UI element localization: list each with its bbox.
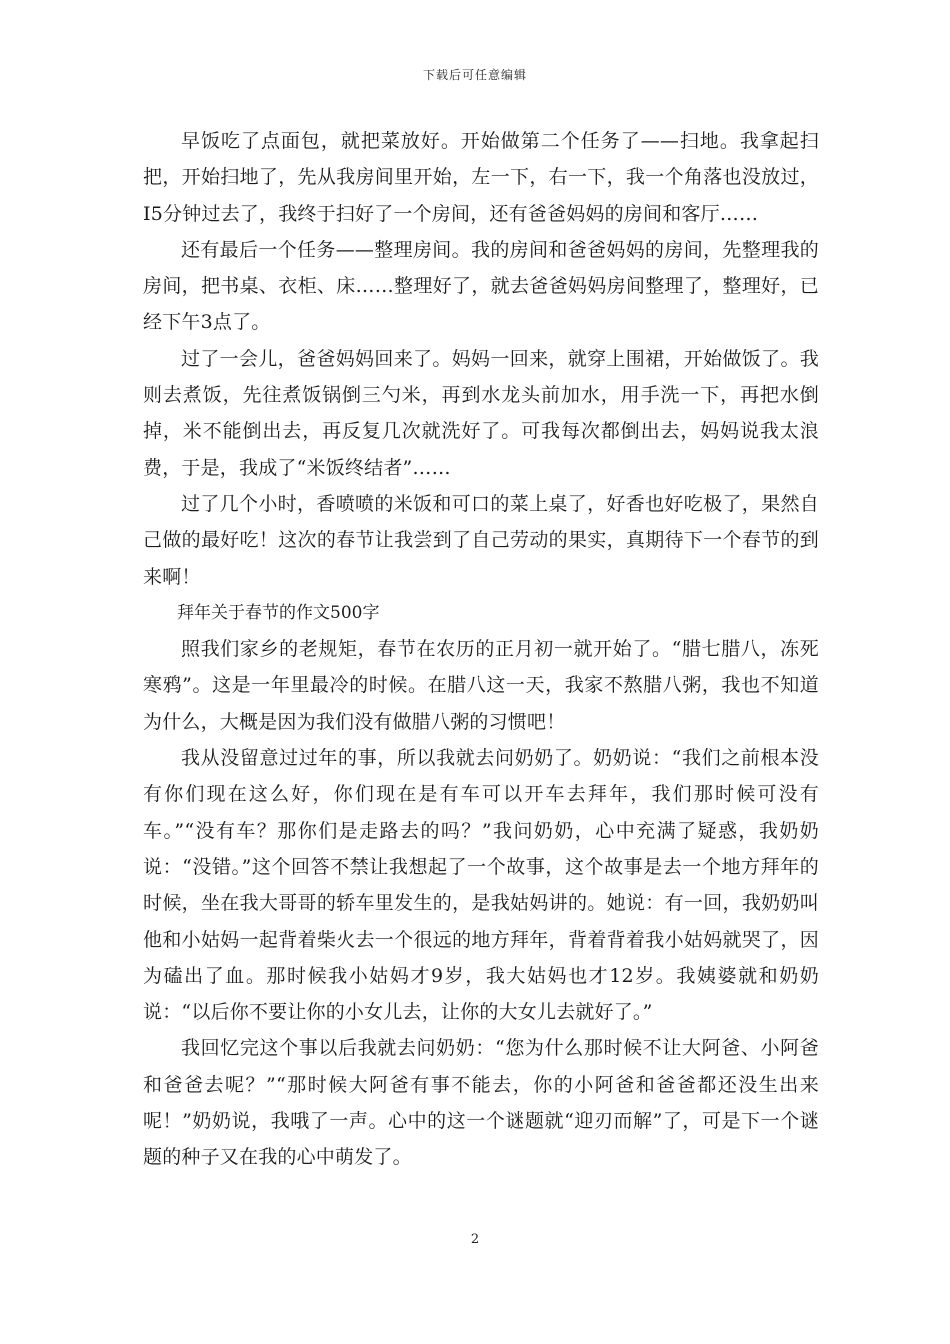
paragraph: 过了一会儿，爸爸妈妈回来了。妈妈一回来，就穿上围裙，开始做饭了。我则去煮饭，先往煮饭锅倒三勺米，再到水龙头前加水，用手洗一下，再把水倒掉，米不能倒出去，再反复几次就洗好了。可我每次都倒出去，妈妈说我太浪费，于是，我成了“米饭终结者”……	[143, 347, 819, 479]
paragraph: 我回忆完这个事以后我就去问奶奶：“您为什么那时候不让大阿爸、小阿爸和爸爸去呢？”“那时候大阿爸有事不能去，你的小阿爸和爸爸都还没生出来呢！”奶奶说，我哦了一声。心中的这一个谜题就“迎刃而解”了，可是下一个谜题的种子又在我的心中萌发了。	[143, 1037, 819, 1169]
paragraph: 早饭吃了点面包，就把菜放好。开始做第二个任务了——扫地。我拿起扫把，开始扫地了，先从我房间里开始，左一下，右一下，我一个角落也没放过，I5分钟过去了，我终于扫好了一个房间，还有爸爸妈妈的房间和客厅……	[143, 130, 819, 225]
paragraph: 照我们家乡的老规矩，春节在农历的正月初一就开始了。“腊七腊八，冻死寒鸦”。这是一年里最冷的时候。在腊八这一天，我家不熬腊八粥，我也不知道为什么，大概是因为我们没有做腊八粥的习惯吧！	[143, 638, 819, 733]
document-body	[143, 123, 819, 1176]
paragraph: 我从没留意过过年的事，所以我就去问奶奶了。奶奶说：“我们之前根本没有你们现在这么好，你们现在是有车可以开车去拜年，我们那时候可没有车。”“没有车？那你们是走路去的吗？”我问奶奶，心中充满了疑惑，我奶奶说：“没错。”这个回答不禁让我想起了一个故事，这个故事是去一个地方拜年的时候，坐在我大哥哥的轿车里发生的，是我姑妈讲的。她说：有一回，我奶奶叫他和小姑妈一起背着柴火去一个很远的地方拜年，背着背着我小姑妈就哭了，因为磕出了血。那时候我小姑妈才9岁，我大姑妈也才12岁。我姨婆就和奶奶说：“以后你不要让你的小女儿去，让你的大女儿去就好了。”	[143, 747, 819, 1024]
paragraph: 过了几个小时，香喷喷的米饭和可口的菜上桌了，好香也好吃极了，果然自己做的最好吃！这次的春节让我尝到了自己劳动的果实，真期待下一个春节的到来啊！	[143, 492, 819, 588]
page-header: 下载后可任意编辑	[422, 68, 527, 82]
page-number: 2	[470, 1232, 480, 1247]
section-title: 拜年关于春节的作文500字	[177, 602, 380, 623]
paragraph: 还有最后一个任务——整理房间。我的房间和爸爸妈妈的房间，先整理我的房间，把书桌、衣柜、床……整理好了，就去爸爸妈妈房间整理了，整理好，已经下午3点了。	[143, 238, 819, 334]
